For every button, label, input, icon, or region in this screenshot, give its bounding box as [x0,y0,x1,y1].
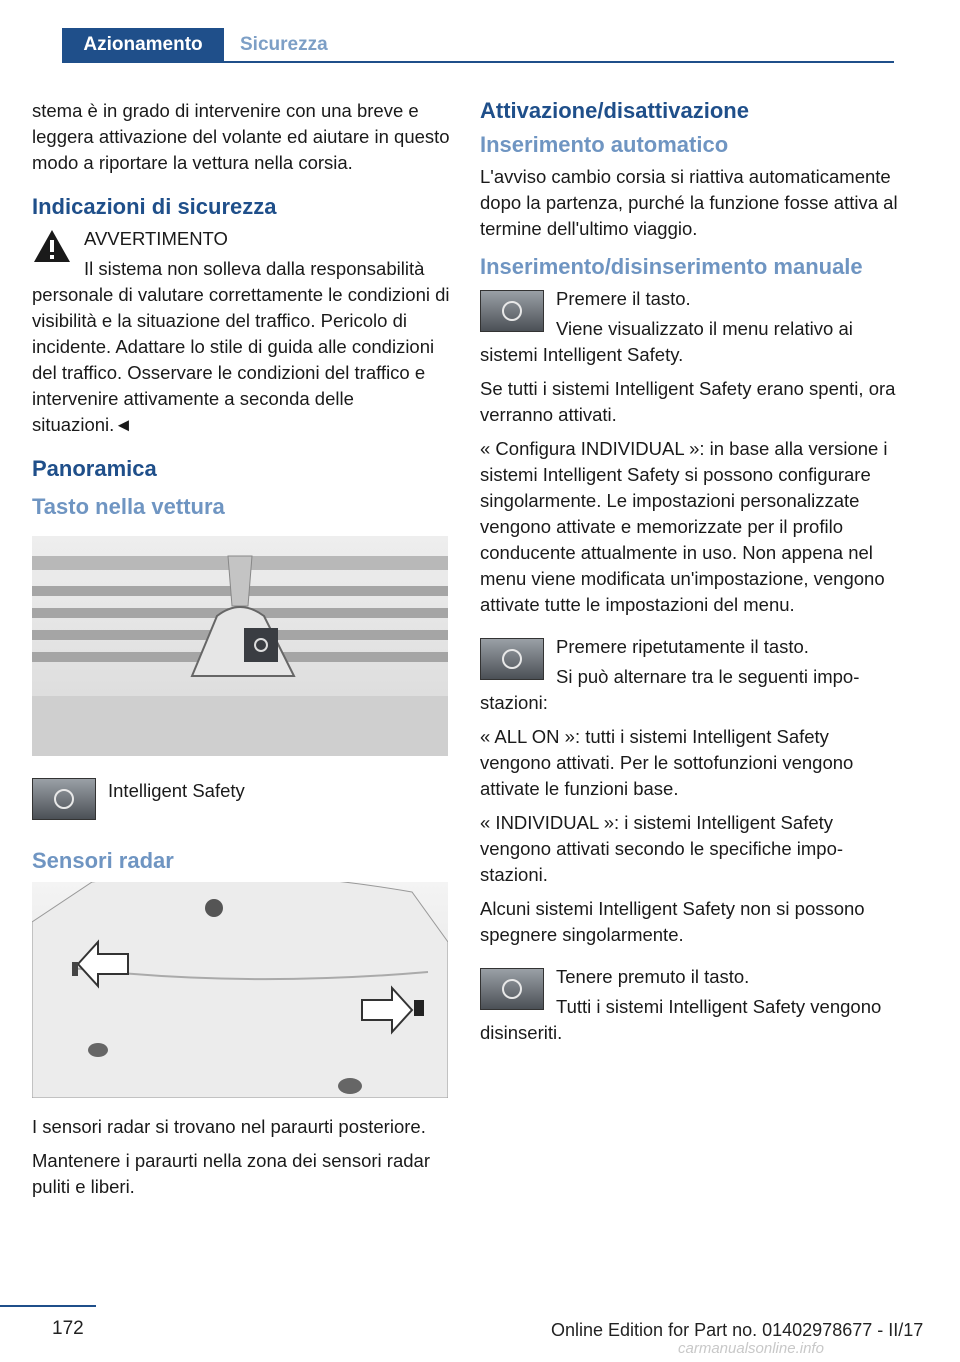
edition-note: Online Edition for Part no. 01402978677 - II/17 [551,1320,924,1340]
intelligent-safety-button-icon [480,290,544,332]
heading-safety: Indicazioni di sicurezza [32,194,277,219]
footer-divider [0,1305,96,1307]
step-hold-button [480,964,898,1054]
individual-paragraph: « Configura INDIVIDUAL »: in base alla versione i sistemi Intelligent Safety si possono configurare singolarmente. Le impostazioni personalizzate vengono attivate e memorizzate per il profilo conducente attualmente in uso. Non appena nel menu viene modificata un'impostazione, vengono attivate tutte le impostazioni del menu. [480,438,888,615]
warning-block [32,226,450,438]
radar-paragraph-1: I sensori radar si trovano nel paraurti posteriore. [32,1116,426,1137]
step3-line2: Tutti i sistemi Intelligent Safety vengono disinseriti. [480,996,882,1043]
tab-sicurezza[interactable]: Sicurezza [240,34,328,55]
watermark: carmanualsonline.info [678,1340,824,1357]
button-legend [32,774,450,826]
header-divider [62,61,894,63]
rear-bumper-illustration [32,882,448,1098]
step3-line1: Tenere premuto il tasto. [556,966,750,987]
auto-paragraph: L'avviso cambio corsia si riattiva automaticamente dopo la partenza, purché la funzione fosse attiva al termine dell'ultimo viaggio. [480,166,898,239]
page-header [0,0,960,62]
step-press-button [480,286,898,376]
step-press-repeat [480,634,898,724]
heading-radar-sensors: Sensori radar [32,848,174,873]
warning-title: AVVERTIMENTO [84,228,228,249]
warning-text: Il sistema non solleva dalla responsabilità personale di valutare correttamente le condizioni di visibilità e la situazione del traffico. Pericolo di incidente. Adattare lo stile di guida alle condizioni del traffico. Osservare le condizioni del traffico e intervenire attivamente a seconda delle situazioni.◄ [32,258,450,435]
tab-azionamento[interactable]: Azionamento [62,28,224,62]
heading-activation: Attivazione/disattivazione [480,98,749,123]
radar-paragraph-2: Mantenere i paraurti nella zona dei sensori radar puliti e liberi. [32,1150,430,1197]
page-number: 172 [52,1318,84,1339]
heading-auto-activation: Inserimento automatico [480,132,729,157]
button-caption: Intelligent Safety [108,780,245,801]
warning-triangle-icon [32,228,72,264]
step2-line1: Premere ripetutamente il tasto. [556,636,809,657]
all-on-paragraph: « ALL ON »: tutti i sistemi Intelligent Safety vengono attivati. Per le sottofunzioni vengono attivate le funzioni base. [480,726,854,799]
intelligent-safety-button-icon [480,638,544,680]
heading-overview: Panoramica [32,456,157,481]
photo-dashboard-button [32,536,448,756]
heading-button-in-car: Tasto nella vettura [32,494,225,519]
photo-rear-bumper [32,882,448,1098]
some-systems-paragraph: Alcuni sistemi Intelligent Safety non si possono spegnere singolarmente. [480,898,865,945]
heading-manual: Inserimento/disinserimento manuale [480,254,863,279]
intro-paragraph: stema è in grado di intervenire con una breve e leggera attivazione del volante ed aiutare in questo modo a riportare la vettura nella corsia. [32,100,450,173]
left-column [32,98,450,1208]
step2-line2: Si può alternare tra le seguenti impostazioni: [480,666,860,713]
step1-line2: Viene visualizzato il menu relativo ai sistemi Intelligent Safety. [480,318,853,365]
off-paragraph: Se tutti i sistemi Intelligent Safety erano spenti, ora verranno attivati. [480,378,896,425]
intelligent-safety-button-icon [32,778,96,820]
individual-mode-paragraph: « INDIVIDUAL »: i sistemi Intelligent Safety vengono attivati secondo le specifiche impostazioni. [480,812,844,885]
right-column [480,98,898,1054]
dashboard-vent-illustration [32,536,448,756]
step1-line1: Premere il tasto. [556,288,691,309]
intelligent-safety-button-icon [480,968,544,1010]
